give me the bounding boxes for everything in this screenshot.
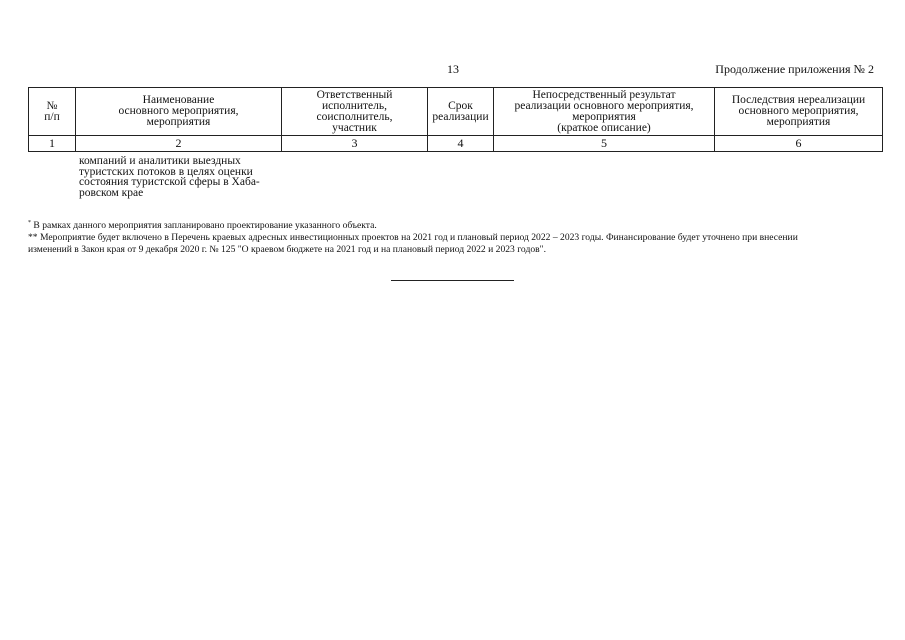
column-number-cell: 6	[715, 136, 883, 152]
header-cell-consequences	[715, 88, 883, 136]
column-number-cell: 3	[282, 136, 428, 152]
header-cell-result	[494, 88, 715, 136]
footnote-1-marker: *	[28, 219, 31, 226]
footnote-1-text: В рамках данного мероприятия запланировано проектирование указанного объекта.	[31, 220, 377, 231]
table-header-row	[29, 88, 883, 136]
page-number: 13	[447, 62, 459, 76]
column-number-row	[29, 136, 883, 152]
header-cell-term	[428, 88, 494, 136]
header-number-label: № п/п	[44, 99, 60, 123]
footnote-2: ** Мероприятие будет включено в Перечень краевых адресных инвестиционных проектов на 2021 год и плановый период 2022 – 2023 годы. Финансирование будет уточнено при внесении изменений в Закон края от 9 декабря 2020 г. № 125 "О краевом бюджете на 2021 год и на плановый период 2022 и 2023 годов".	[28, 232, 798, 255]
column-number-cell: 5	[494, 136, 715, 152]
header-result-label: Непосредственный результат реализации основного мероприятия, мероприятия (краткое описание)	[514, 88, 694, 134]
column-number-cell: 1	[29, 136, 76, 152]
header-responsible-label: Ответственный исполнитель, соисполнитель, участник	[316, 88, 393, 134]
header-consequences-label: Последствия нереализации основного мероприятия, мероприятия	[731, 94, 866, 128]
appendix-continuation-label: Продолжение приложения № 2	[715, 62, 874, 76]
measures-table	[28, 87, 883, 152]
end-divider	[391, 280, 514, 281]
header-cell-measure-name	[76, 88, 282, 136]
footnote-1	[28, 220, 882, 232]
column-number-cell: 4	[428, 136, 494, 152]
header-cell-responsible	[282, 88, 428, 136]
header-cell-number	[29, 88, 76, 136]
header-measure-name-label: Наименование основного мероприятия, мероприятия	[118, 94, 239, 128]
footnotes	[28, 220, 882, 256]
continued-measure-description: компаний и аналитики выездных туристских потоков в целях оценки состояния туристской сферы в Хаба- ровском крае	[79, 155, 260, 199]
column-number-cell: 2	[76, 136, 282, 152]
header-term-label: Срок реализации	[432, 99, 489, 123]
